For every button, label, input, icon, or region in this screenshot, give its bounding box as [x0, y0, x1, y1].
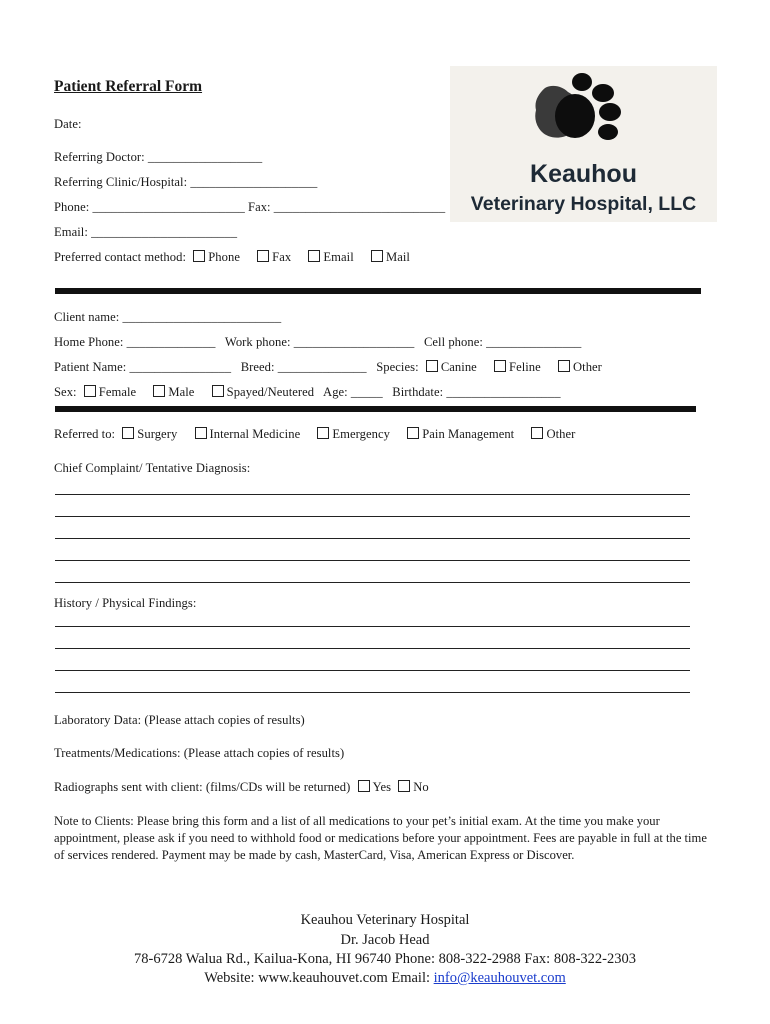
sex-spayed-label: Spayed/Neutered: [226, 385, 315, 399]
species-other-checkbox[interactable]: [558, 360, 570, 372]
species-label: Species:: [376, 360, 419, 374]
contact-phone-label: Phone: [208, 250, 240, 264]
date-label: Date:: [54, 117, 82, 131]
cell-phone-field[interactable]: Cell phone: _______________: [423, 335, 582, 349]
sex-row: [54, 385, 561, 400]
section-divider: [55, 288, 701, 294]
referring-clinic-field[interactable]: Referring Clinic/Hospital: ____________________: [54, 175, 318, 189]
history-label: History / Physical Findings:: [54, 596, 197, 610]
note-to-clients: Note to Clients: Please bring this form and a list of all medications to your pet’s initial exam. At the time you make your appointment, please ask if you need to withhold food or medications before your appointment. Fees are payable in full at the time of services rendered. Payment may be made by cash, MasterCard, Visa, American Express or Discover.: [54, 814, 707, 862]
species-feline-checkbox[interactable]: [494, 360, 506, 372]
referring-doctor-field[interactable]: Referring Doctor: __________________: [54, 150, 263, 164]
radiographs-no-checkbox[interactable]: [398, 780, 410, 792]
contact-fax-checkbox[interactable]: [257, 250, 269, 262]
contact-email-label: Email: [323, 250, 354, 264]
history-line[interactable]: [55, 670, 690, 671]
referred-emergency-label: Emergency: [332, 427, 390, 441]
radiographs-label: Radiographs sent with client: (films/CDs will be returned): [54, 780, 351, 794]
referred-other-label: Other: [546, 427, 576, 441]
sex-female-label: Female: [98, 385, 137, 399]
contact-mail-label: Mail: [385, 250, 410, 264]
referred-emergency-checkbox[interactable]: [317, 427, 329, 439]
birthdate-field[interactable]: Birthdate: __________________: [392, 385, 561, 399]
radiographs-yes-checkbox[interactable]: [358, 780, 370, 792]
radiographs-yes-label: Yes: [372, 780, 392, 794]
contact-mail-checkbox[interactable]: [371, 250, 383, 262]
referred-surgery-checkbox[interactable]: [122, 427, 134, 439]
species-canine-label: Canine: [440, 360, 477, 374]
preferred-contact-row: [54, 250, 410, 265]
sex-male-label: Male: [168, 385, 195, 399]
footer-contact: [0, 970, 770, 987]
lab-data-label: Laboratory Data: (Please attach copies of results): [54, 713, 305, 727]
chief-complaint-line[interactable]: [55, 560, 690, 561]
client-name-field[interactable]: Client name: _________________________: [54, 310, 282, 324]
paw-print-icon: [450, 66, 717, 161]
referred-surgery-label: Surgery: [137, 427, 178, 441]
footer-address: 78-6728 Walua Rd., Kailua-Kona, HI 96740 Phone: 808-322-2988 Fax: 808-322-2303: [134, 951, 636, 967]
species-feline-label: Feline: [509, 360, 541, 374]
chief-complaint-line[interactable]: [55, 582, 690, 583]
radiographs-row: [54, 780, 429, 795]
phone-fax-row: [54, 200, 445, 215]
chief-complaint-line[interactable]: [55, 538, 690, 539]
footer-doctor: Dr. Jacob Head: [340, 932, 430, 948]
referred-internal-medicine-checkbox[interactable]: [195, 427, 207, 439]
history-line[interactable]: [55, 648, 690, 649]
patient-name-field[interactable]: Patient Name: ________________: [54, 360, 232, 374]
chief-complaint-line[interactable]: [55, 516, 690, 517]
species-other-label: Other: [573, 360, 602, 374]
history-line[interactable]: [55, 626, 690, 627]
footer-email-link[interactable]: info@keauhouvet.com: [433, 970, 566, 986]
sex-male-checkbox[interactable]: [153, 385, 165, 397]
sex-spayed-checkbox[interactable]: [212, 385, 224, 397]
species-canine-checkbox[interactable]: [426, 360, 438, 372]
contact-phone-checkbox[interactable]: [193, 250, 205, 262]
patient-row: [54, 360, 602, 375]
form-title: Patient Referral Form: [54, 78, 203, 95]
phones-row: [54, 335, 581, 350]
logo-subtitle: Veterinary Hospital, LLC: [470, 193, 697, 215]
chief-complaint-label: Chief Complaint/ Tentative Diagnosis:: [54, 461, 251, 475]
radiographs-no-label: No: [413, 780, 429, 794]
referred-pain-management-label: Pain Management: [422, 427, 515, 441]
fax-field[interactable]: Fax: ___________________________: [248, 200, 446, 214]
work-phone-field[interactable]: Work phone: ___________________: [224, 335, 415, 349]
referred-other-checkbox[interactable]: [531, 427, 543, 439]
breed-field[interactable]: Breed: ______________: [240, 360, 367, 374]
footer-website: Website: www.keauhouvet.com Email:: [204, 970, 431, 986]
history-line[interactable]: [55, 692, 690, 693]
referred-to-label: Referred to:: [54, 427, 116, 441]
home-phone-field[interactable]: Home Phone: ______________: [54, 335, 216, 349]
phone-field[interactable]: Phone: ________________________: [54, 200, 245, 214]
referred-to-row: [54, 427, 575, 442]
footer-hospital-name: Keauhou Veterinary Hospital: [300, 912, 470, 928]
preferred-contact-label: Preferred contact method:: [54, 250, 187, 264]
referred-pain-management-checkbox[interactable]: [407, 427, 419, 439]
chief-complaint-line[interactable]: [55, 494, 690, 495]
logo-name: Keauhou: [530, 160, 637, 188]
sex-label: Sex:: [54, 385, 77, 399]
email-field[interactable]: Email: _______________________: [54, 225, 238, 239]
contact-fax-label: Fax: [272, 250, 292, 264]
sex-female-checkbox[interactable]: [84, 385, 96, 397]
section-divider: [55, 406, 696, 412]
contact-email-checkbox[interactable]: [308, 250, 320, 262]
referred-internal-medicine-label: Internal Medicine: [209, 427, 301, 441]
treatments-label: Treatments/Medications: (Please attach copies of results): [54, 746, 345, 760]
hospital-logo: [450, 66, 717, 222]
age-field[interactable]: Age: _____: [323, 385, 383, 399]
